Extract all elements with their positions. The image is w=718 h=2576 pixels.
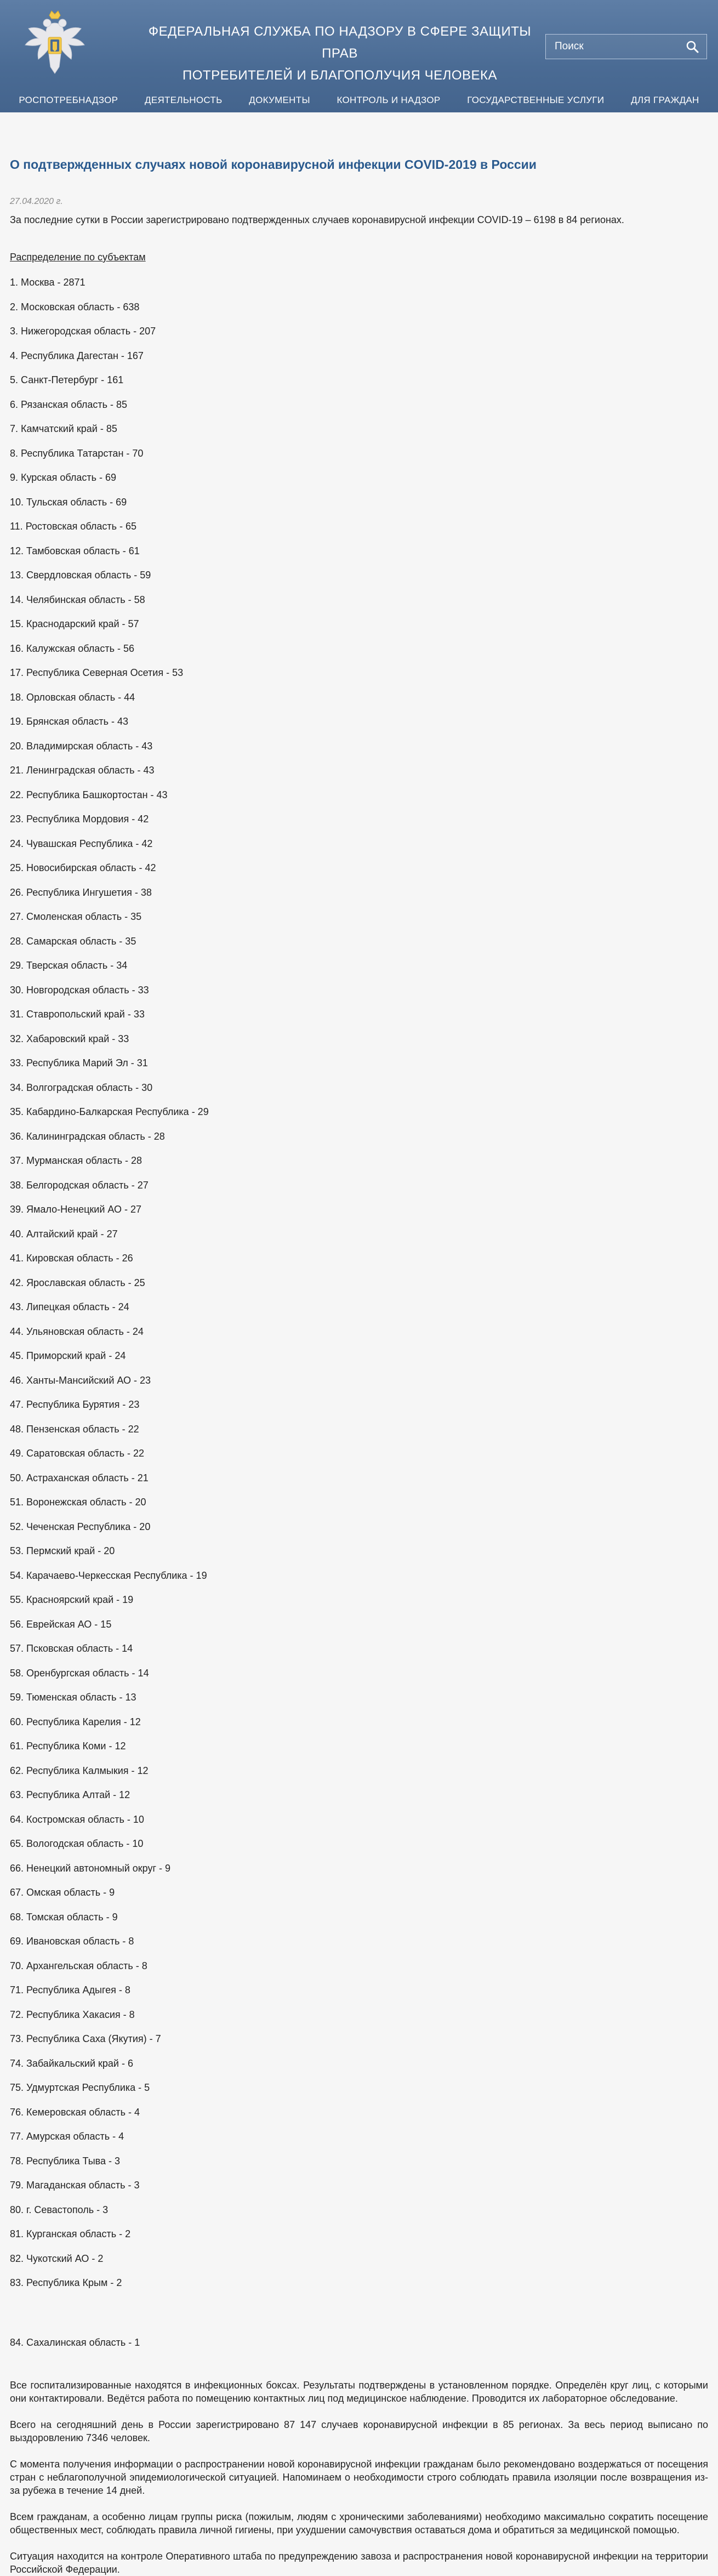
region-item: 27. Смоленская область - 35 [10,911,142,922]
region-item: 4. Республика Дагестан - 167 [10,350,144,361]
region-item: 40. Алтайский край - 27 [10,1228,118,1239]
search-input[interactable] [554,40,676,53]
nav-item-documents[interactable]: ДОКУМЕНТЫ [249,94,310,105]
article-paragraph: Ситуация находится на контроле Оперативного штаба по предупреждению завоза и распространения новой коронавирусной инфекции на территории Российской Федерации. [10,2551,708,2575]
article-paragraph: Все госпитализированные находятся в инфекционных боксах. Результаты подтверждены в установленном порядке. Определён круг лиц, с которыми они контактировали. Ведётся работа по помещению контактных лиц под медицинское наблюдение. Проводится их лабораторное обследование. [10,2380,708,2404]
region-item: 35. Кабардино-Балкарская Республика - 29 [10,1106,209,1117]
nav-item-services[interactable]: ГОСУДАРСТВЕННЫЕ УСЛУГИ [467,94,605,105]
region-item: 69. Ивановская область - 8 [10,1936,134,1947]
region-item: 50. Астраханская область - 21 [10,1472,149,1483]
nav-item-control[interactable]: КОНТРОЛЬ И НАДЗОР [337,94,441,105]
article-paragraph: Всем гражданам, а особенно лицам группы риска (пожилым, людям с хроническими заболеваниями) необходимо максимально сократить посещение общественных мест, соблюдать правила личной гигиены, при ухудшении самочувствия оставаться дома и обратиться за медицинской помощью. [10,2511,708,2535]
region-distribution-heading: Распределение по субъектам [10,252,146,263]
region-item: 76. Кемеровская область - 4 [10,2106,140,2118]
region-item: 32. Хабаровский край - 33 [10,1033,129,1044]
region-item: 61. Республика Коми - 12 [10,1741,126,1752]
main-nav [0,88,718,112]
region-item: 44. Ульяновская область - 24 [10,1326,144,1337]
region-item: 1. Москва - 2871 [10,277,86,288]
region-item: 19. Брянская область - 43 [10,716,129,727]
region-item: 7. Камчатский край - 85 [10,423,117,434]
region-item: 42. Ярославская область - 25 [10,1277,145,1288]
region-item: 52. Чеченская Республика - 20 [10,1521,151,1532]
article [0,112,718,2576]
article-date: 27.04.2020 г. [10,197,63,206]
region-item: 14. Челябинская область - 58 [10,594,145,605]
region-item: 30. Новгородская область - 33 [10,984,149,996]
region-item: 43. Липецкая область - 24 [10,1301,129,1312]
region-item: 10. Тульская область - 69 [10,496,127,508]
region-item: 57. Псковская область - 14 [10,1643,133,1654]
region-list [10,276,708,2360]
header-top [0,0,718,88]
region-item: 63. Республика Алтай - 12 [10,1789,130,1800]
region-item: 56. Еврейская АО - 15 [10,1618,112,1630]
region-item: 6. Рязанская область - 85 [10,399,128,410]
region-item: 51. Воронежская область - 20 [10,1497,146,1508]
region-item: 24. Чувашская Республика - 42 [10,838,153,849]
region-item: 49. Саратовская область - 22 [10,1448,144,1459]
region-item: 33. Республика Марий Эл - 31 [10,1057,148,1068]
region-item: 71. Республика Адыгея - 8 [10,1984,130,1995]
region-item: 78. Республика Тыва - 3 [10,2155,121,2166]
region-item: 18. Орловская область - 44 [10,691,135,703]
region-item: 68. Томская область - 9 [10,1911,118,1923]
region-item: 65. Вологодская область - 10 [10,1838,144,1849]
page-title: О подтвержденных случаях новой коронавирусной инфекции COVID-2019 в России [10,157,537,172]
region-item: 28. Самарская область - 35 [10,935,136,947]
region-item: 39. Ямало-Ненецкий АО - 27 [10,1204,142,1215]
region-item: 55. Красноярский край - 19 [10,1594,134,1605]
region-item: 15. Краснодарский край - 57 [10,618,139,629]
region-item: 62. Республика Калмыкия - 12 [10,1765,149,1776]
region-item: 9. Курская область - 69 [10,472,117,483]
region-item: 70. Архангельская область - 8 [10,1960,147,1971]
region-item: 5. Санкт-Петербург - 161 [10,374,124,385]
search-icon[interactable] [686,40,699,53]
region-item: 36. Калининградская область - 28 [10,1130,165,1142]
region-item: 46. Ханты-Мансийский АО - 23 [10,1374,151,1386]
region-item: 74. Забайкальский край - 6 [10,2057,133,2069]
region-item: 38. Белгородская область - 27 [10,1179,149,1191]
region-item: 79. Магаданская область - 3 [10,2180,140,2191]
region-item: 41. Кировская область - 26 [10,1253,133,1264]
region-item: 31. Ставропольский край - 33 [10,1009,145,1020]
region-item: 23. Республика Мордовия - 42 [10,814,149,824]
region-item: 48. Пензенская область - 22 [10,1423,139,1435]
region-item: 81. Курганская область - 2 [10,2228,131,2239]
article-paragraph: Всего на сегодняшний день в России зарегистрировано 87 147 случаев коронавирусной инфекции в 85 регионах. За весь период выписано по выздоровлению 7346 человек. [10,2419,708,2443]
region-item: 17. Республика Северная Осетия - 53 [10,667,184,678]
nav-item-activity[interactable]: ДЕЯТЕЛЬНОСТЬ [145,94,223,105]
region-item: 72. Республика Хакасия - 8 [10,2009,135,2020]
site-title [148,21,532,87]
region-item: 75. Удмуртская Республика - 5 [10,2082,150,2093]
region-item: 67. Омская область - 9 [10,1887,115,1898]
region-item: 58. Оренбургская область - 14 [10,1667,149,1679]
article-lead: За последние сутки в России зарегистрировано подтвержденных случаев коронавирусной инфекции COVID-19 – 6198 в 84 регионах. [10,214,624,225]
region-item: 34. Волгоградская область - 30 [10,1082,153,1093]
site-header [0,0,718,112]
region-item: 8. Республика Татарстан - 70 [10,447,144,459]
region-item: 80. г. Севастополь - 3 [10,2204,109,2215]
region-item: 37. Мурманская область - 28 [10,1155,143,1166]
region-item: 64. Костромская область - 10 [10,1813,144,1825]
region-item: 53. Пермский край - 20 [10,1545,115,1556]
region-item: 21. Ленинградская область - 43 [10,765,155,776]
emblem-icon[interactable] [22,7,88,83]
site-title-line1: ФЕДЕРАЛЬНАЯ СЛУЖБА ПО НАДЗОРУ В СФЕРЕ ЗАЩИТЫ ПРАВ [148,24,532,61]
region-item: 29. Тверская область - 34 [10,960,128,971]
region-item: 12. Тамбовская область - 61 [10,545,140,556]
region-item: 73. Республика Саха (Якутия) - 7 [10,2033,161,2044]
region-item: 20. Владимирская область - 43 [10,740,153,752]
region-item: 47. Республика Бурятия - 23 [10,1399,140,1410]
region-item: 66. Ненецкий автономный округ - 9 [10,1862,171,1874]
region-item: 26. Республика Ингушетия - 38 [10,886,152,898]
region-item: 77. Амурская область - 4 [10,2131,124,2142]
region-item: 16. Калужская область - 56 [10,642,134,654]
region-item: 83. Республика Крым - 2 [10,2277,122,2288]
region-item: 22. Республика Башкортостан - 43 [10,789,168,800]
region-item: 54. Карачаево-Черкесская Республика - 19 [10,1570,207,1581]
region-item: 13. Свердловская область - 59 [10,570,151,581]
site-title-line2: ПОТРЕБИТЕЛЕЙ И БЛАГОПОЛУЧИЯ ЧЕЛОВЕКА [183,68,497,83]
region-item: 3. Нижегородская область - 207 [10,326,156,337]
region-item: 45. Приморский край - 24 [10,1350,126,1361]
region-item: 59. Тюменская область - 13 [10,1692,136,1703]
region-item: 25. Новосибирская область - 42 [10,862,156,873]
article-paragraph: С момента получения информации о распространении новой коронавирусной инфекции гражданам было рекомендовано воздержаться от посещения стран с неблагополучной эпидемиологической ситуацией. Напоминаем о необходимости строго соблюдать правила изоляции после возвращения из-за рубежа в течение 14 дней. [10,2459,708,2496]
region-item: 2. Московская область - 638 [10,301,140,312]
region-item: 84. Сахалинская область - 1 [10,2336,140,2348]
nav-item-citizens[interactable]: ДЛЯ ГРАЖДАН [631,94,699,105]
region-item: 82. Чукотский АО - 2 [10,2253,104,2264]
region-item: 11. Ростовская область - 65 [10,521,137,532]
article-paragraphs [10,2379,708,2576]
search-box[interactable] [545,34,707,59]
region-item: 60. Республика Карелия - 12 [10,1716,141,1727]
nav-item-rospotrebnadzor[interactable]: РОСПОТРЕБНАДЗОР [19,94,118,105]
